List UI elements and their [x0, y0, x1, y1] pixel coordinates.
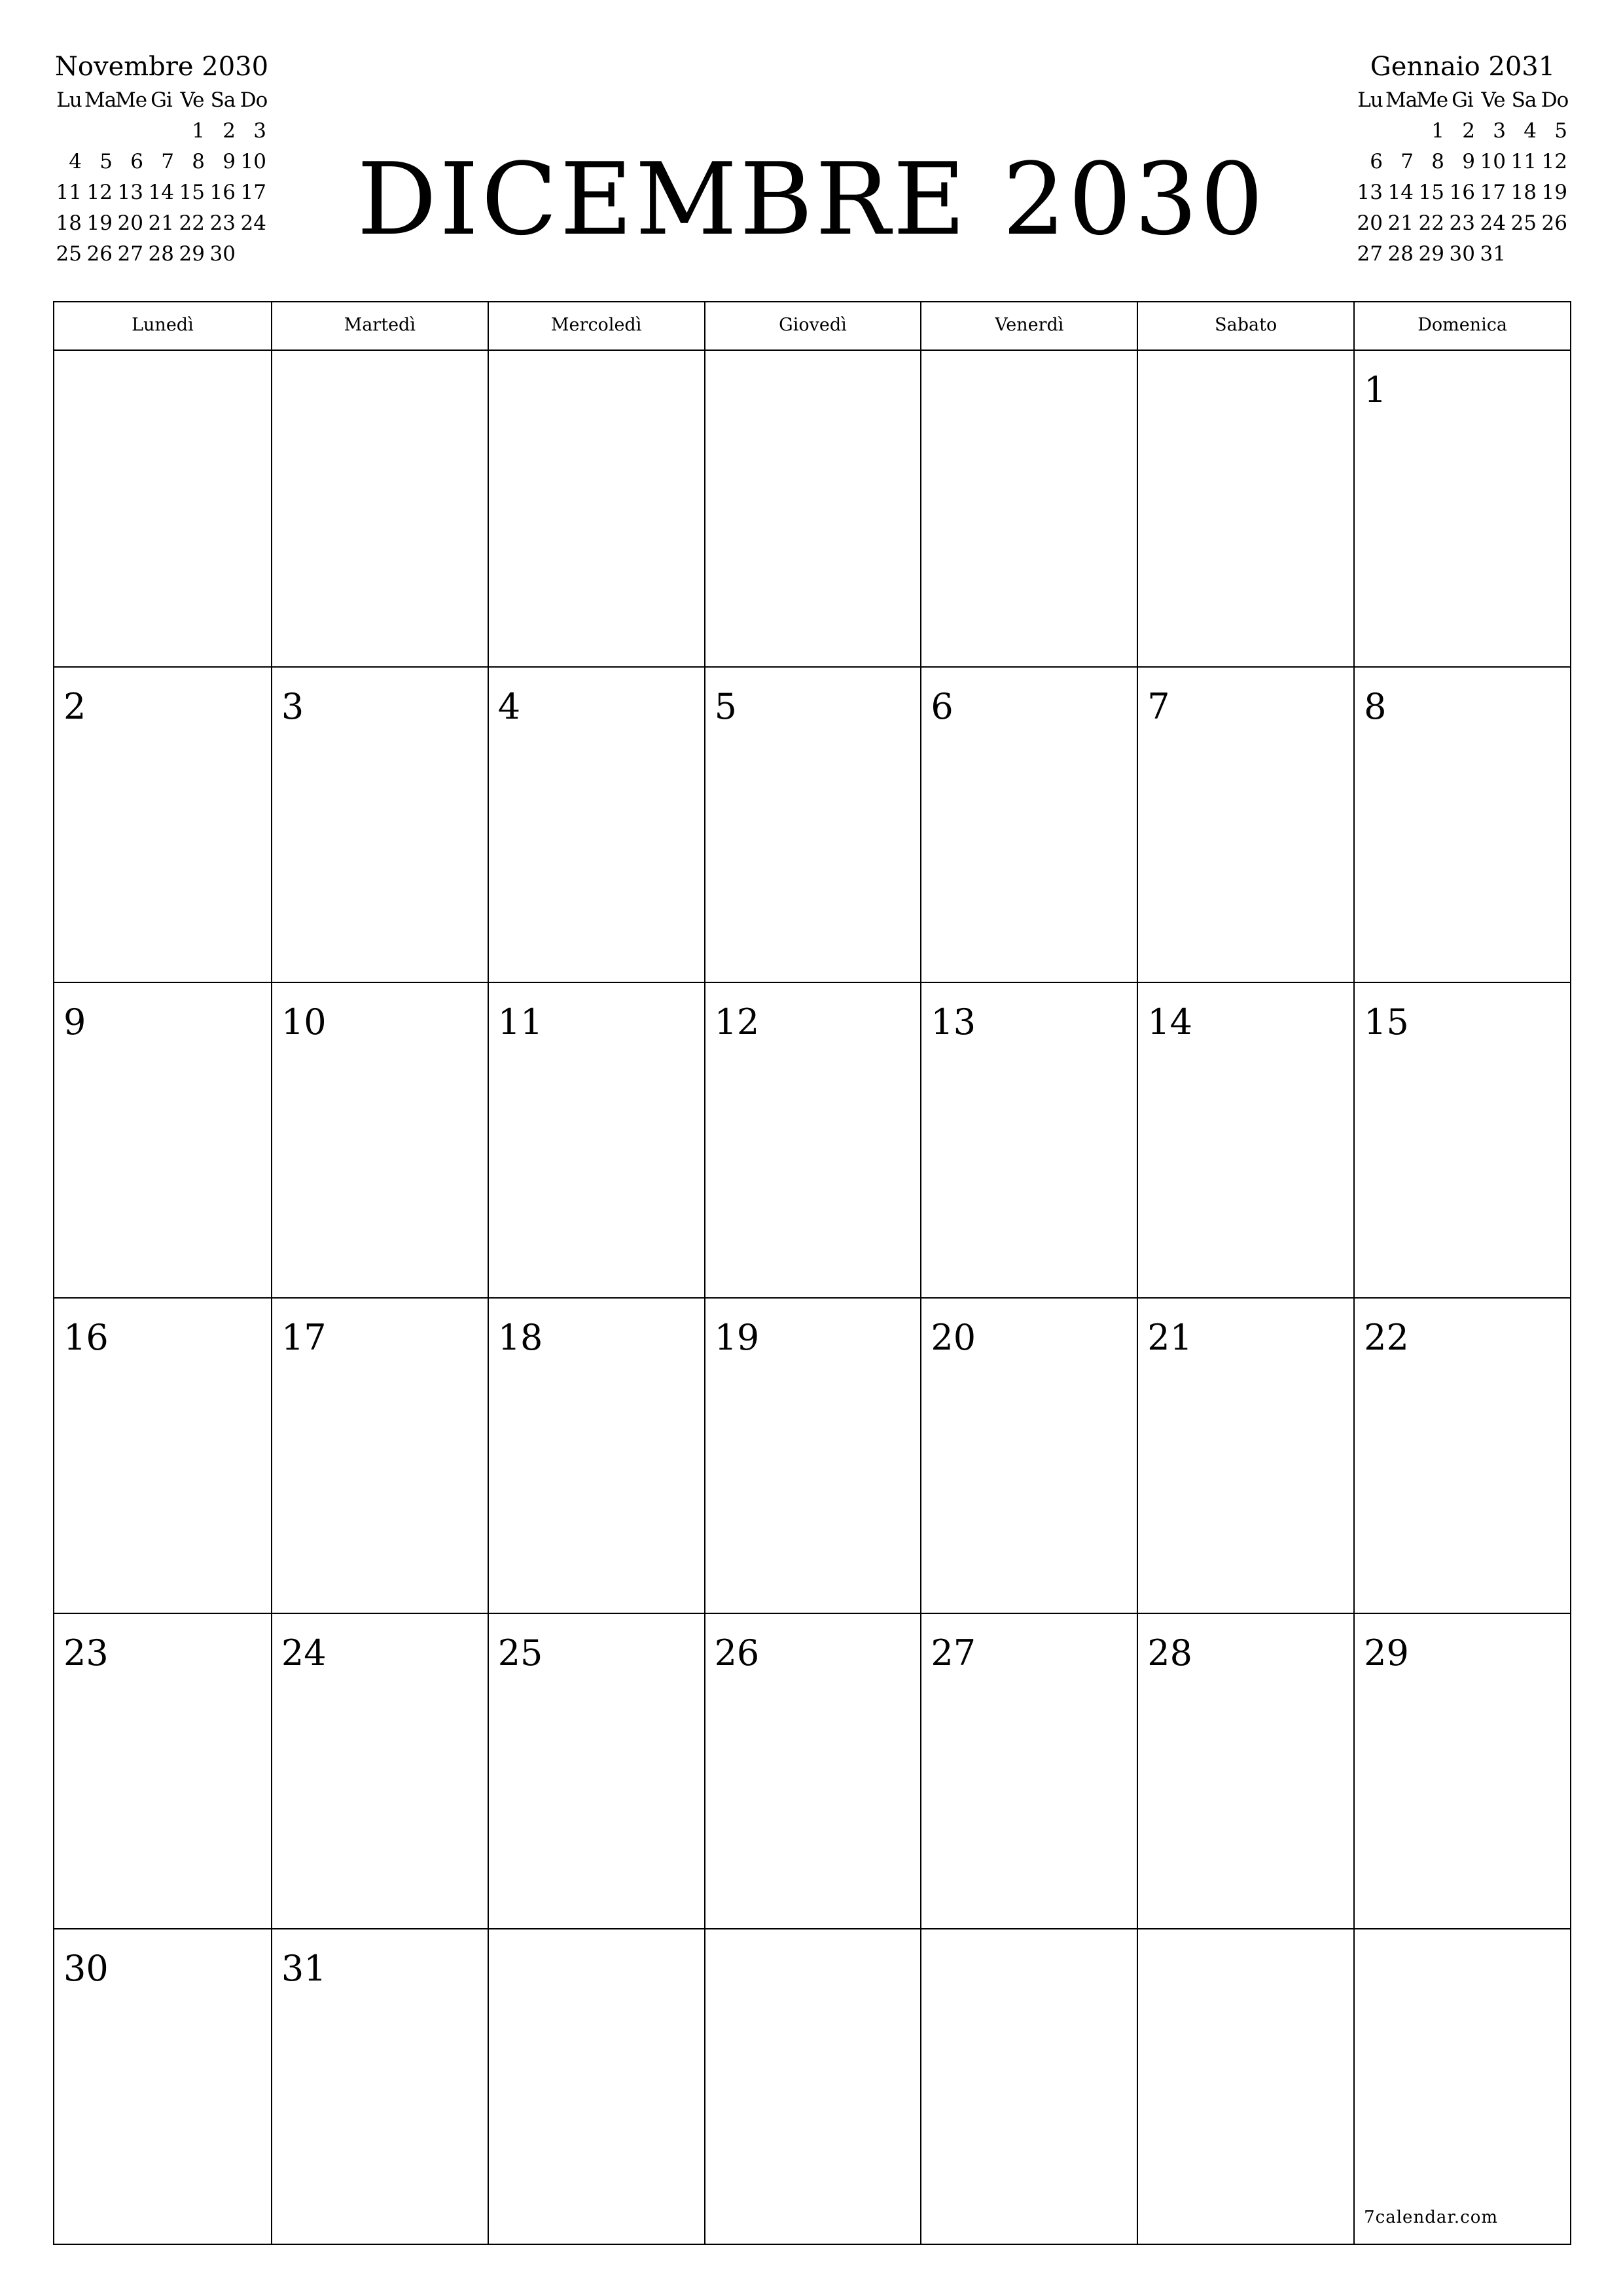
day-cell[interactable] — [704, 1613, 921, 1928]
day-cell[interactable] — [1137, 1297, 1353, 1613]
day-cell[interactable] — [271, 1297, 488, 1613]
mini-day-number: 5 — [99, 150, 113, 173]
mini-day-number: 25 — [56, 242, 82, 266]
mini-day-number: 18 — [1510, 181, 1537, 204]
mini-day-number: 19 — [86, 211, 113, 235]
mini-day-number: 30 — [209, 242, 236, 266]
mini-day-number: 26 — [1541, 211, 1567, 235]
mini-weekday-label: Sa — [1511, 88, 1537, 112]
mini-day-number: 1 — [1431, 119, 1444, 143]
mini-day-number: 5 — [1554, 119, 1567, 143]
day-number: 24 — [281, 1632, 327, 1674]
mini-day-number: 20 — [117, 211, 143, 235]
day-cell[interactable] — [488, 1613, 704, 1928]
month-calendar-grid — [53, 301, 1571, 2245]
mini-day-number: 6 — [1370, 150, 1383, 173]
day-cell[interactable] — [920, 351, 1137, 666]
mini-day-number: 15 — [1418, 181, 1444, 204]
day-number: 28 — [1147, 1632, 1192, 1674]
day-number: 31 — [281, 1948, 327, 1989]
mini-day-number — [1385, 116, 1416, 147]
day-cell[interactable] — [488, 351, 704, 666]
mini-day-number: 16 — [1449, 181, 1475, 204]
day-number: 14 — [1147, 1001, 1192, 1043]
day-number: 1 — [1364, 369, 1387, 410]
weekday-header: Mercoledì — [488, 302, 704, 350]
mini-day-number: 1 — [192, 119, 205, 143]
mini-calendar-title: Gennaio 2031 — [1370, 52, 1556, 82]
mini-day-number: 22 — [1418, 211, 1444, 235]
day-cell[interactable] — [1137, 982, 1353, 1297]
day-number: 25 — [497, 1632, 543, 1674]
day-number: 26 — [714, 1632, 760, 1674]
weekday-header-row — [54, 302, 1570, 351]
mini-weekday-label: Do — [240, 88, 268, 112]
mini-day-number: 14 — [1387, 181, 1414, 204]
day-number: 30 — [63, 1948, 109, 1989]
mini-day-number: 27 — [1357, 242, 1383, 266]
mini-weekday-label: Do — [1541, 88, 1569, 112]
mini-day-number: 29 — [179, 242, 205, 266]
day-cell[interactable] — [704, 1928, 921, 2244]
weekday-header: Domenica — [1353, 302, 1570, 350]
day-number: 21 — [1147, 1317, 1192, 1358]
mini-day-number: 3 — [1493, 119, 1506, 143]
mini-day-number: 7 — [161, 150, 174, 173]
mini-day-number: 23 — [209, 211, 236, 235]
mini-day-number: 3 — [253, 119, 266, 143]
mini-day-number: 12 — [1541, 150, 1567, 173]
day-number: 8 — [1364, 686, 1387, 727]
day-number: 2 — [63, 686, 86, 727]
day-cell[interactable] — [1353, 351, 1570, 666]
mini-weekday-label: Ma — [1385, 88, 1418, 112]
mini-day-number: 9 — [1462, 150, 1475, 173]
mini-day-number: 28 — [148, 242, 174, 266]
page-title: DICEMBRE 2030 — [357, 141, 1266, 257]
weekday-header: Venerdì — [920, 302, 1137, 350]
mini-day-number: 21 — [148, 211, 174, 235]
day-cell[interactable] — [920, 1613, 1137, 1928]
mini-weekday-label: Ve — [180, 88, 204, 112]
day-cell[interactable] — [488, 1928, 704, 2244]
mini-day-number — [1355, 116, 1385, 147]
mini-day-number — [1508, 239, 1539, 270]
month-calendar-body — [54, 351, 1570, 2244]
day-cell[interactable] — [271, 666, 488, 982]
mini-day-number: 6 — [130, 150, 143, 173]
day-cell[interactable] — [704, 982, 921, 1297]
day-number: 27 — [931, 1632, 976, 1674]
mini-day-number: 23 — [1449, 211, 1475, 235]
mini-day-number: 10 — [1480, 150, 1506, 173]
day-cell[interactable] — [54, 666, 271, 982]
mini-day-number: 15 — [179, 181, 205, 204]
day-number: 11 — [497, 1001, 543, 1043]
mini-day-number: 24 — [240, 211, 266, 235]
mini-day-number: 19 — [1541, 181, 1567, 204]
day-number: 15 — [1364, 1001, 1409, 1043]
mini-calendar-grid — [1355, 85, 1571, 270]
day-number: 6 — [931, 686, 954, 727]
mini-weekday-label: Ve — [1481, 88, 1505, 112]
day-cell[interactable] — [1137, 351, 1353, 666]
mini-calendar-next-month — [1355, 48, 1571, 270]
mini-weekday-label: Me — [1416, 88, 1448, 112]
day-number: 19 — [714, 1317, 760, 1358]
mini-day-number: 25 — [1510, 211, 1537, 235]
day-number: 17 — [281, 1317, 327, 1358]
day-cell[interactable] — [1137, 666, 1353, 982]
day-cell[interactable] — [271, 351, 488, 666]
day-number: 13 — [931, 1001, 976, 1043]
day-cell[interactable] — [920, 1928, 1137, 2244]
mini-day-number: 11 — [1510, 150, 1537, 173]
day-cell[interactable] — [488, 1297, 704, 1613]
mini-day-number: 29 — [1418, 242, 1444, 266]
day-number: 18 — [497, 1317, 543, 1358]
mini-day-number: 18 — [56, 211, 82, 235]
day-cell[interactable] — [1353, 1928, 1570, 2244]
mini-day-number: 17 — [240, 181, 266, 204]
mini-day-number: 14 — [148, 181, 174, 204]
day-cell[interactable] — [54, 351, 271, 666]
day-number: 22 — [1364, 1317, 1409, 1358]
day-cell[interactable] — [920, 666, 1137, 982]
day-number: 3 — [281, 686, 304, 727]
mini-day-number: 12 — [86, 181, 113, 204]
day-number: 29 — [1364, 1632, 1409, 1674]
day-cell[interactable] — [1353, 1297, 1570, 1613]
weekday-header: Sabato — [1137, 302, 1353, 350]
day-cell[interactable] — [271, 982, 488, 1297]
day-cell[interactable] — [704, 1297, 921, 1613]
day-number: 7 — [1147, 686, 1170, 727]
day-cell[interactable] — [1353, 1613, 1570, 1928]
mini-day-number: 21 — [1387, 211, 1414, 235]
mini-day-number: 8 — [1431, 150, 1444, 173]
day-number: 9 — [63, 1001, 86, 1043]
mini-day-number: 8 — [192, 150, 205, 173]
mini-day-number: 17 — [1480, 181, 1506, 204]
day-number: 23 — [63, 1632, 109, 1674]
mini-weekday-label: Lu — [1357, 88, 1383, 112]
day-cell[interactable] — [704, 666, 921, 982]
day-cell[interactable] — [1137, 1928, 1353, 2244]
mini-day-number: 2 — [223, 119, 236, 143]
mini-day-number: 13 — [1357, 181, 1383, 204]
day-number: 10 — [281, 1001, 327, 1043]
day-cell[interactable] — [920, 1297, 1137, 1613]
mini-day-number — [1539, 239, 1570, 270]
mini-day-number: 9 — [223, 150, 236, 173]
mini-day-number: 4 — [1524, 119, 1537, 143]
mini-weekday-label: Gi — [1452, 88, 1473, 112]
mini-day-number: 16 — [209, 181, 236, 204]
day-cell[interactable] — [1353, 666, 1570, 982]
mini-day-number: 13 — [117, 181, 143, 204]
mini-day-number: 11 — [56, 181, 82, 204]
day-number: 20 — [931, 1317, 976, 1358]
mini-day-number: 10 — [240, 150, 266, 173]
mini-day-number: 26 — [86, 242, 113, 266]
weekday-header: Martedì — [271, 302, 488, 350]
day-cell[interactable] — [54, 1928, 271, 2244]
day-number: 5 — [714, 686, 737, 727]
day-cell[interactable] — [54, 1297, 271, 1613]
mini-day-number: 7 — [1400, 150, 1414, 173]
mini-day-number: 24 — [1480, 211, 1506, 235]
mini-weekday-label: Gi — [151, 88, 172, 112]
mini-weekday-label: Ma — [84, 88, 116, 112]
day-number: 4 — [497, 686, 521, 727]
mini-day-number: 22 — [179, 211, 205, 235]
day-cell[interactable] — [271, 1613, 488, 1928]
mini-weekday-label: Lu — [56, 88, 82, 112]
mini-day-number: 31 — [1480, 242, 1506, 266]
day-cell[interactable] — [271, 1928, 488, 2244]
mini-day-number: 30 — [1449, 242, 1475, 266]
weekday-header: Lunedì — [132, 315, 194, 335]
day-cell[interactable] — [54, 982, 271, 1297]
day-cell[interactable] — [488, 982, 704, 1297]
day-cell[interactable] — [920, 982, 1137, 1297]
mini-day-number: 28 — [1387, 242, 1414, 266]
day-number: 16 — [63, 1317, 109, 1358]
day-cell[interactable] — [1353, 982, 1570, 1297]
day-cell[interactable] — [704, 351, 921, 666]
mini-calendar-title: Novembre 2030 — [54, 52, 269, 82]
mini-weekday-label: Me — [115, 88, 147, 112]
day-cell[interactable] — [54, 1613, 271, 1928]
mini-day-number: 27 — [117, 242, 143, 266]
mini-day-number: 20 — [1357, 211, 1383, 235]
mini-day-number: 2 — [1462, 119, 1475, 143]
day-number: 12 — [714, 1001, 760, 1043]
day-cell[interactable] — [1137, 1613, 1353, 1928]
mini-day-number: 4 — [69, 150, 82, 173]
mini-weekday-label: Sa — [210, 88, 236, 112]
day-cell[interactable] — [488, 666, 704, 982]
weekday-header: Giovedì — [704, 302, 921, 350]
site-credit: 7calendar.com — [1364, 2208, 1499, 2227]
